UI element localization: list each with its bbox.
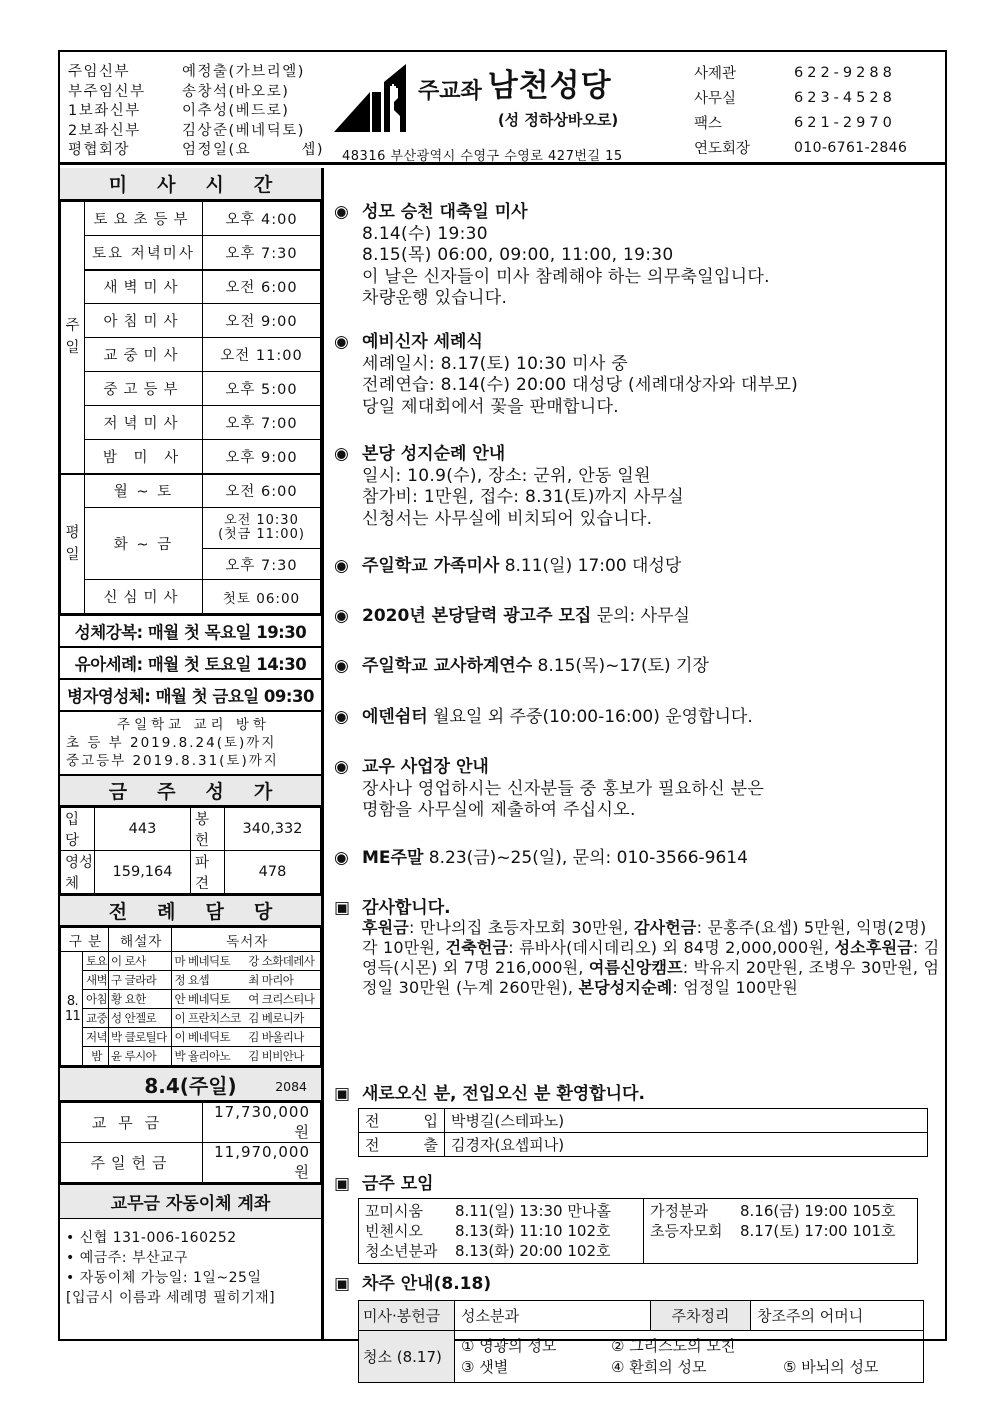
meeting-row: 청소년분과 8.13(화) 20:00 102호 (365, 1242, 611, 1260)
meeting-row: 초등자모회 8.17(토) 17:00 101호 (650, 1222, 896, 1240)
notice-item: ◉ 성모 승천 대축일 미사 8.14(수) 19:30 8.15(목) 06:00, 09:00, 11:00, 19:30 이 날은 신자들이 미사 참례해야 하는 의무축일입니다. 차량운행 있습니다. (334, 202, 770, 308)
radio-bullet-icon: ◉ (334, 656, 349, 676)
next-week-section: ▣ 차주 안내(8.18) (334, 1274, 492, 1294)
table-row: 평 일 월 ~ 토 오전 6:00 (61, 474, 321, 508)
table-row: 저녁미사 오후 7:00 (61, 406, 321, 440)
square-bullet-icon: ▣ (334, 898, 351, 918)
square-bullet-icon: ▣ (334, 1174, 351, 1194)
contact-row: 팩스 621-2970 (694, 114, 896, 132)
clergy-row: 1보좌신부 이추성(베드로) (68, 103, 290, 119)
table-row: 전 입 박병길(스테파노) (359, 1109, 928, 1133)
meeting-row: 꼬미시움 8.11(일) 13:30 만나홀 (365, 1202, 611, 1220)
contact-list (694, 60, 934, 160)
table-row: 아침 황 요한 안 베네딕토 여 크리스티나 (61, 990, 321, 1009)
auto-transfer-heading: 교무금 자동이체 계좌 (60, 1183, 321, 1219)
next-week-table (358, 1300, 924, 1383)
square-bullet-icon: ▣ (334, 1084, 351, 1104)
radio-bullet-icon: ◉ (334, 848, 349, 868)
clergy-row: 평협회장 엄정일(요 셉) (68, 142, 324, 158)
table-row: 아침미사 오전 9:00 (61, 304, 321, 338)
parish-name: 남천성당 (487, 68, 612, 104)
radio-bullet-icon: ◉ (334, 757, 349, 777)
notice-item: ◉ 2020년 본당달력 광고주 모집 문의: 사무실 (334, 606, 690, 626)
clergy-row: 2보좌신부 김상준(베네딕토) (68, 122, 305, 139)
table-row: 오후 7:30 (61, 549, 321, 580)
table-row: 주 일 토요초등부 오후 4:00 (61, 202, 321, 236)
radio-bullet-icon: ◉ (334, 332, 349, 352)
table-row: 교중미사 오전 11:00 (61, 338, 321, 372)
clergy-row: 부주임신부 송창석(바오로) (68, 83, 290, 100)
welcome-table (358, 1108, 928, 1157)
bulletin-header (60, 52, 945, 165)
clergy-row: 주임신부 예정출(가브리엘) (68, 64, 305, 80)
meeting-row: 빈첸시오 8.13(화) 11:10 102호 (365, 1222, 611, 1240)
benediction-schedule: 성체강복: 매월 첫 목요일 19:30 (60, 614, 321, 646)
contact-row: 사제관 622-9288 (694, 64, 896, 82)
table-row: 영성체 159,164 파 견 478 (61, 851, 321, 894)
offering-date-heading: 8.4(주일) 2084 (60, 1066, 321, 1102)
table-row: 화 ~ 금 오전 10:30 (첫금 11:00) (61, 508, 321, 549)
notice-item: ◉ 주일학교 교사하계연수 8.15(목)~17(토) 기장 (334, 656, 709, 676)
radio-bullet-icon: ◉ (334, 606, 349, 626)
notice-item: ◉ 예비신자 세례식 세례일시: 8.17(토) 10:30 미사 중 전례연습: 8.14(수) 20:00 대성당 (세례대상자와 대부모) 당일 제대회에서 꽃을 판매합니다. (334, 332, 799, 417)
offering-table (60, 1102, 321, 1183)
mass-times-table (60, 201, 321, 614)
table-row: 밤 미 사 오후 9:00 (61, 440, 321, 474)
bulletin-page (58, 50, 947, 1376)
table-row: 신심미사 첫토 06:00 (61, 580, 321, 614)
contact-row: 연도회장 010-6761-2846 (694, 139, 908, 157)
notice-item: ◉ ME주말 8.23(금)~25(일), 문의: 010-3566-9614 (334, 848, 748, 868)
table-row: 미사·봉헌금 성소분과 주차정리 창조주의 어머니 (359, 1301, 924, 1331)
hymns-heading: 금주성가 (60, 774, 321, 807)
hymns-table (60, 807, 321, 894)
contact-row: 사무실 623-4528 (694, 89, 896, 107)
notice-item: ◉ 본당 성지순례 안내 일시: 10.9(수), 장소: 군위, 안동 일원 참가비: 1만원, 접수: 8.31(토)까지 사무실 신청서는 사무실에 비치되어 있습니다. (334, 444, 684, 529)
meetings-section: ▣ 금주 모임 (334, 1174, 434, 1194)
liturgy-heading: 전례담당 (60, 894, 321, 927)
table-row: 저녁 박 클로틸다 이 베네딕토 김 바울리나 (61, 1028, 321, 1047)
square-bullet-icon: ▣ (334, 1274, 351, 1294)
liturgy-table (60, 927, 321, 1066)
table-row: 청소 (8.17) ① 영광의 성모 ② 그리스도의 모친 ③ 샛별 ④ 환희의 성모 ⑤ 바뇌의 성모 (359, 1331, 924, 1383)
left-sidebar (60, 168, 324, 1341)
mass-times-heading: 미사시간 (60, 168, 321, 201)
clergy-list (68, 60, 324, 158)
title-prefix: 주교좌 (418, 79, 482, 104)
parish-patron: (성 정하상바오로) (497, 111, 619, 129)
radio-bullet-icon: ◉ (334, 707, 349, 727)
table-row: 교중 성 안젤로 이 프란치스코 김 베로니카 (61, 1009, 321, 1028)
parish-title (418, 60, 708, 130)
weekday-label: 평 일 (61, 474, 85, 614)
sick-communion-schedule: 병자영성체: 매월 첫 금요일 09:30 (60, 678, 321, 710)
table-row: 중고등부 오후 5:00 (61, 372, 321, 406)
auto-transfer-info: • 신협 131-006-160252 • 예금주: 부산교구 • 자동이체 가능일: 1일~25일 [입금시 이름과 세례명 필히기재] (66, 1230, 276, 1306)
welcome-section: ▣ 새로오신 분, 전입오신 분 환영합니다. (334, 1084, 645, 1104)
parish-address: 48316 부산광역시 수영구 수영로 427번길 15 (342, 149, 623, 164)
table-row: 8. 11 토요 이 로사 마 베네딕토 강 소화데레사 (61, 952, 321, 971)
radio-bullet-icon: ◉ (334, 444, 349, 464)
table-row: 토요 저녁미사 오후 7:30 (61, 236, 321, 270)
thanks-section: ▣ 감사합니다. 후원금: 만나의집 초등자모회 30만원, 감사헌금: 문홍주(요셉) 5만원, 익명(2명) 각 10만원, 건축헌금: 류바사(데시데리오) 외 84명 2,000,000원, 성소후원금: 김영득(시몬) 외 7명 216,000원, 여름신앙캠프: 박유지 20만원, 조병우 30만원, 엄정일 30만원 (누계 260만원), 본당성지순례: 엄정일 100만원 (334, 898, 944, 998)
notice-item: ◉ 교우 사업장 안내 장사나 영업하시는 신자분들 중 홍보가 필요하신 분은 명함을 사무실에 제출하여 주십시오. (334, 757, 765, 820)
attendance-count: 2084 (275, 1079, 307, 1094)
table-row: 전 출 김경자(요셉피나) (359, 1133, 928, 1157)
table-row: 새벽 구 글라라 정 요셉 최 마리아 (61, 971, 321, 990)
thanks-body: 후원금: 만나의집 초등자모회 30만원, 감사헌금: 문홍주(요셉) 5만원, 익명(2명) 각 10만원, 건축헌금: 류바사(데시데리오) 외 84명 2,000,000원, 성소후원금: 김영득(시몬) 외 7명 216,000원, 여름신앙캠프: 박유지 20만원, 조병우 30만원, 엄정일 30만원 (누계 260만원), 본당성지순례: 엄정일 100만원 (362, 918, 940, 997)
school-break-notice: 주일학교 교리 방학 초 등 부 2019.8.24(토)까지 중고등부 2019.8.31(토)까지 (60, 710, 321, 774)
sunday-label: 주 일 (61, 202, 85, 474)
table-row: 입 당 443 봉 헌 340,332 (61, 808, 321, 851)
meetings-table (358, 1198, 918, 1264)
table-row: 밤 윤 루시아 박 율리아노 김 비비안나 (61, 1047, 321, 1066)
notice-item: ◉ 에덴쉼터 월요일 외 주중(10:00-16:00) 운영합니다. (334, 707, 753, 727)
table-row: 새벽미사 오전 6:00 (61, 270, 321, 304)
radio-bullet-icon: ◉ (334, 202, 349, 222)
table-row: 교무금 17,730,000원 (61, 1103, 321, 1143)
church-logo-icon (332, 62, 418, 134)
infant-baptism-schedule: 유아세례: 매월 첫 토요일 14:30 (60, 646, 321, 678)
notice-item: ◉ 주일학교 가족미사 8.11(일) 17:00 대성당 (334, 556, 682, 576)
table-row: 주일헌금 11,970,000원 (61, 1143, 321, 1183)
radio-bullet-icon: ◉ (334, 556, 349, 576)
meeting-row: 가정분과 8.16(금) 19:00 105호 (650, 1202, 896, 1220)
table-header-row: 구 분 해설자 독서자 (61, 928, 321, 952)
